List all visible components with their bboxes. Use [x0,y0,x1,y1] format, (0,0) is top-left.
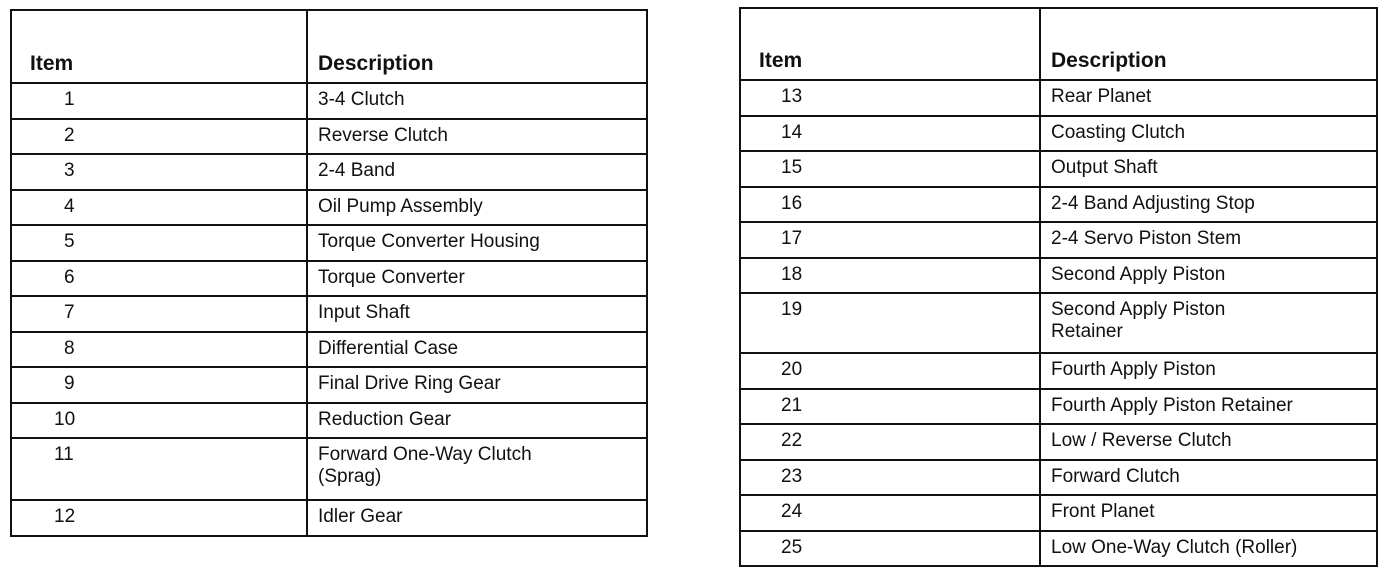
table-row [740,460,1377,496]
item-number: 9 [11,367,307,403]
table-row [740,80,1377,116]
item-description: Torque Converter [307,261,647,297]
item-number: 25 [740,531,1040,567]
table-header-row [740,8,1377,80]
item-description: 3-4 Clutch [307,83,647,119]
item-number: 18 [740,258,1040,294]
item-number: 7 [11,296,307,332]
table-row [740,151,1377,187]
table-header-row [11,10,647,83]
item-description: 2-4 Band [307,154,647,190]
description-line-1: Forward One-Way Clutch [318,444,532,465]
item-number: 16 [740,187,1040,223]
item-column-header: Item [11,10,307,83]
item-description [307,438,647,500]
table-row [11,367,647,403]
item-number: 22 [740,424,1040,460]
item-number: 14 [740,116,1040,152]
item-description: Idler Gear [307,500,647,536]
item-description: 2-4 Servo Piston Stem [1040,222,1377,258]
item-description: Final Drive Ring Gear [307,367,647,403]
item-number: 23 [740,460,1040,496]
table-row [740,116,1377,152]
table-row [740,258,1377,294]
table-row [740,187,1377,223]
item-number: 2 [11,119,307,155]
item-description: Reduction Gear [307,403,647,439]
item-number: 3 [11,154,307,190]
table-row [740,424,1377,460]
item-number: 15 [740,151,1040,187]
item-description [1040,293,1377,353]
table-row [740,353,1377,389]
table-row [11,403,647,439]
item-description: Forward Clutch [1040,460,1377,496]
item-column-header: Item [740,8,1040,80]
item-description: 2-4 Band Adjusting Stop [1040,187,1377,223]
item-description: Oil Pump Assembly [307,190,647,226]
item-number: 8 [11,332,307,368]
table-row [740,495,1377,531]
table-row [740,531,1377,567]
item-number: 6 [11,261,307,297]
item-number: 17 [740,222,1040,258]
item-description: Low / Reverse Clutch [1040,424,1377,460]
table-row [11,438,647,500]
item-number: 19 [740,293,1040,353]
item-number: 5 [11,225,307,261]
table-row [11,500,647,536]
table-row [740,222,1377,258]
table-row [11,225,647,261]
item-number: 10 [11,403,307,439]
item-number: 24 [740,495,1040,531]
table-row [11,119,647,155]
table-row [11,296,647,332]
table-row [11,332,647,368]
item-number: 11 [11,438,307,500]
item-description: Reverse Clutch [307,119,647,155]
description-column-header: Description [307,10,647,83]
description-line-2: Retainer [1051,321,1123,342]
item-description: Output Shaft [1040,151,1377,187]
item-description: Differential Case [307,332,647,368]
item-number: 20 [740,353,1040,389]
item-description: Low One-Way Clutch (Roller) [1040,531,1377,567]
table-row [11,83,647,119]
parts-table-right [739,7,1378,567]
item-description: Input Shaft [307,296,647,332]
item-number: 21 [740,389,1040,425]
table-row [11,190,647,226]
item-description: Front Planet [1040,495,1377,531]
item-description: Coasting Clutch [1040,116,1377,152]
table-row [740,293,1377,353]
item-description: Rear Planet [1040,80,1377,116]
parts-table-left [10,9,648,537]
table-row [11,261,647,297]
item-description: Fourth Apply Piston Retainer [1040,389,1377,425]
item-number: 13 [740,80,1040,116]
item-number: 1 [11,83,307,119]
description-column-header: Description [1040,8,1377,80]
item-description: Torque Converter Housing [307,225,647,261]
table-row [11,154,647,190]
item-number: 12 [11,500,307,536]
description-line-2: (Sprag) [318,466,382,487]
description-line-1: Second Apply Piston [1051,299,1226,320]
table-row [740,389,1377,425]
item-description: Fourth Apply Piston [1040,353,1377,389]
item-description: Second Apply Piston [1040,258,1377,294]
item-number: 4 [11,190,307,226]
